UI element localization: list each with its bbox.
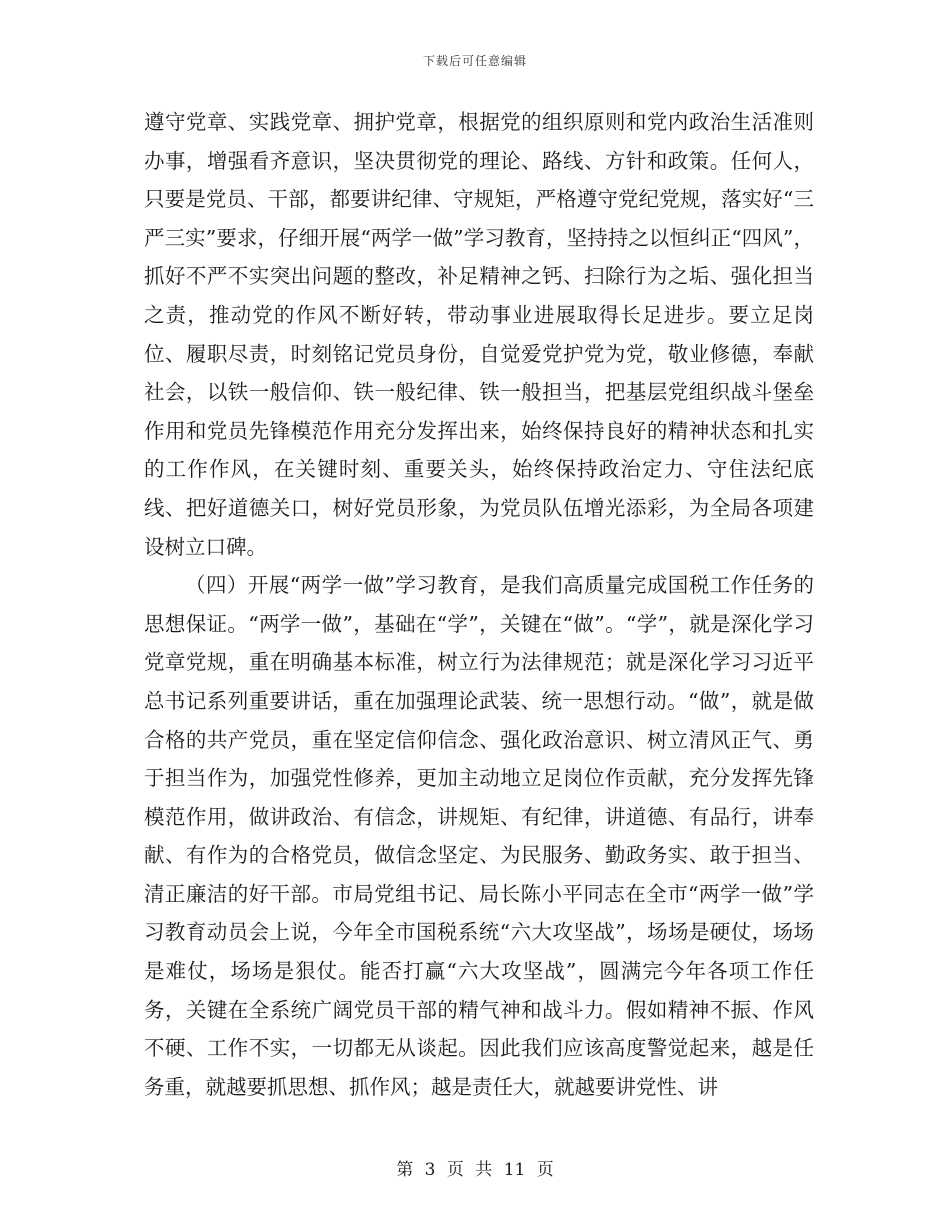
paragraph-continuation: 遵守党章、实践党章、拥护党章，根据党的组织原则和党内政治生活准则办事，增强看齐意识，坚决贯彻党的理论、路线、方针和政策。任何人，只要是党员、干部，都要讲纪律、守规矩，严格遵守党纪党规，落实好“三严三实”要求，仔细开展“两学一做”学习教育，坚持持之以恒纠正“四风”，抓好不严不实突出问题的整改，补足精神之钙、扫除行为之垢、强化担当之责，推动党的作风不断好转，带动事业进展取得长足进步。要立足岗位、履职尽责，时刻铭记党员身份，自觉爱党护党为党，敬业修德，奉献社会，以铁一般信仰、铁一般纪律、铁一般担当，把基层党组织战斗堡垒作用和党员先锋模范作用充分发挥出来，始终保持良好的精神状态和扎实的工作作风，在关键时刻、重要关头，始终保持政治定力、守住法纪底线、把好道德关口，树好党员形象，为党员队伍增光添彩，为全局各项建设树立口碑。 (144, 110, 814, 559)
page-header: 下载后可任意编辑 (422, 54, 527, 68)
page-footer: 第 3 页 共 11 页 (396, 1160, 554, 1180)
document-body (144, 103, 814, 1106)
paragraph-section-four: （四）开展“两学一做”学习教育，是我们高质量完成国税工作任务的思想保证。“两学一做”，基础在“学”，关键在“做”。“学”，就是深化学习党章党规，重在明确基本标准，树立行为法律规范；就是深化学习习近平总书记系列重要讲话，重在加强理论武装、统一思想行动。“做”，就是做合格的共产党员，重在坚定信仰信念、强化政治意识、树立清风正气、勇于担当作为，加强党性修养，更加主动地立足岗位作贡献，充分发挥先锋模范作用，做讲政治、有信念，讲规矩、有纪律，讲道德、有品行，讲奉献、有作为的合格党员，做信念坚定、为民服务、勤政务实、敢于担当、清正廉洁的好干部。市局党组书记、局长陈小平同志在全市“两学一做”学习教育动员会上说，今年全市国税系统“六大攻坚战”，场场是硬仗，场场是难仗，场场是狠仗。能否打赢“六大攻坚战”，圆满完今年各项工作任务，关键在全系统广阔党员干部的精气神和战斗力。假如精神不振、作风不硬、工作不实，一切都无从谈起。因此我们应该高度警觉起来，越是任务重，就越要抓思想、抓作风；越是责任大，就越要讲党性、讲 (144, 573, 814, 1099)
